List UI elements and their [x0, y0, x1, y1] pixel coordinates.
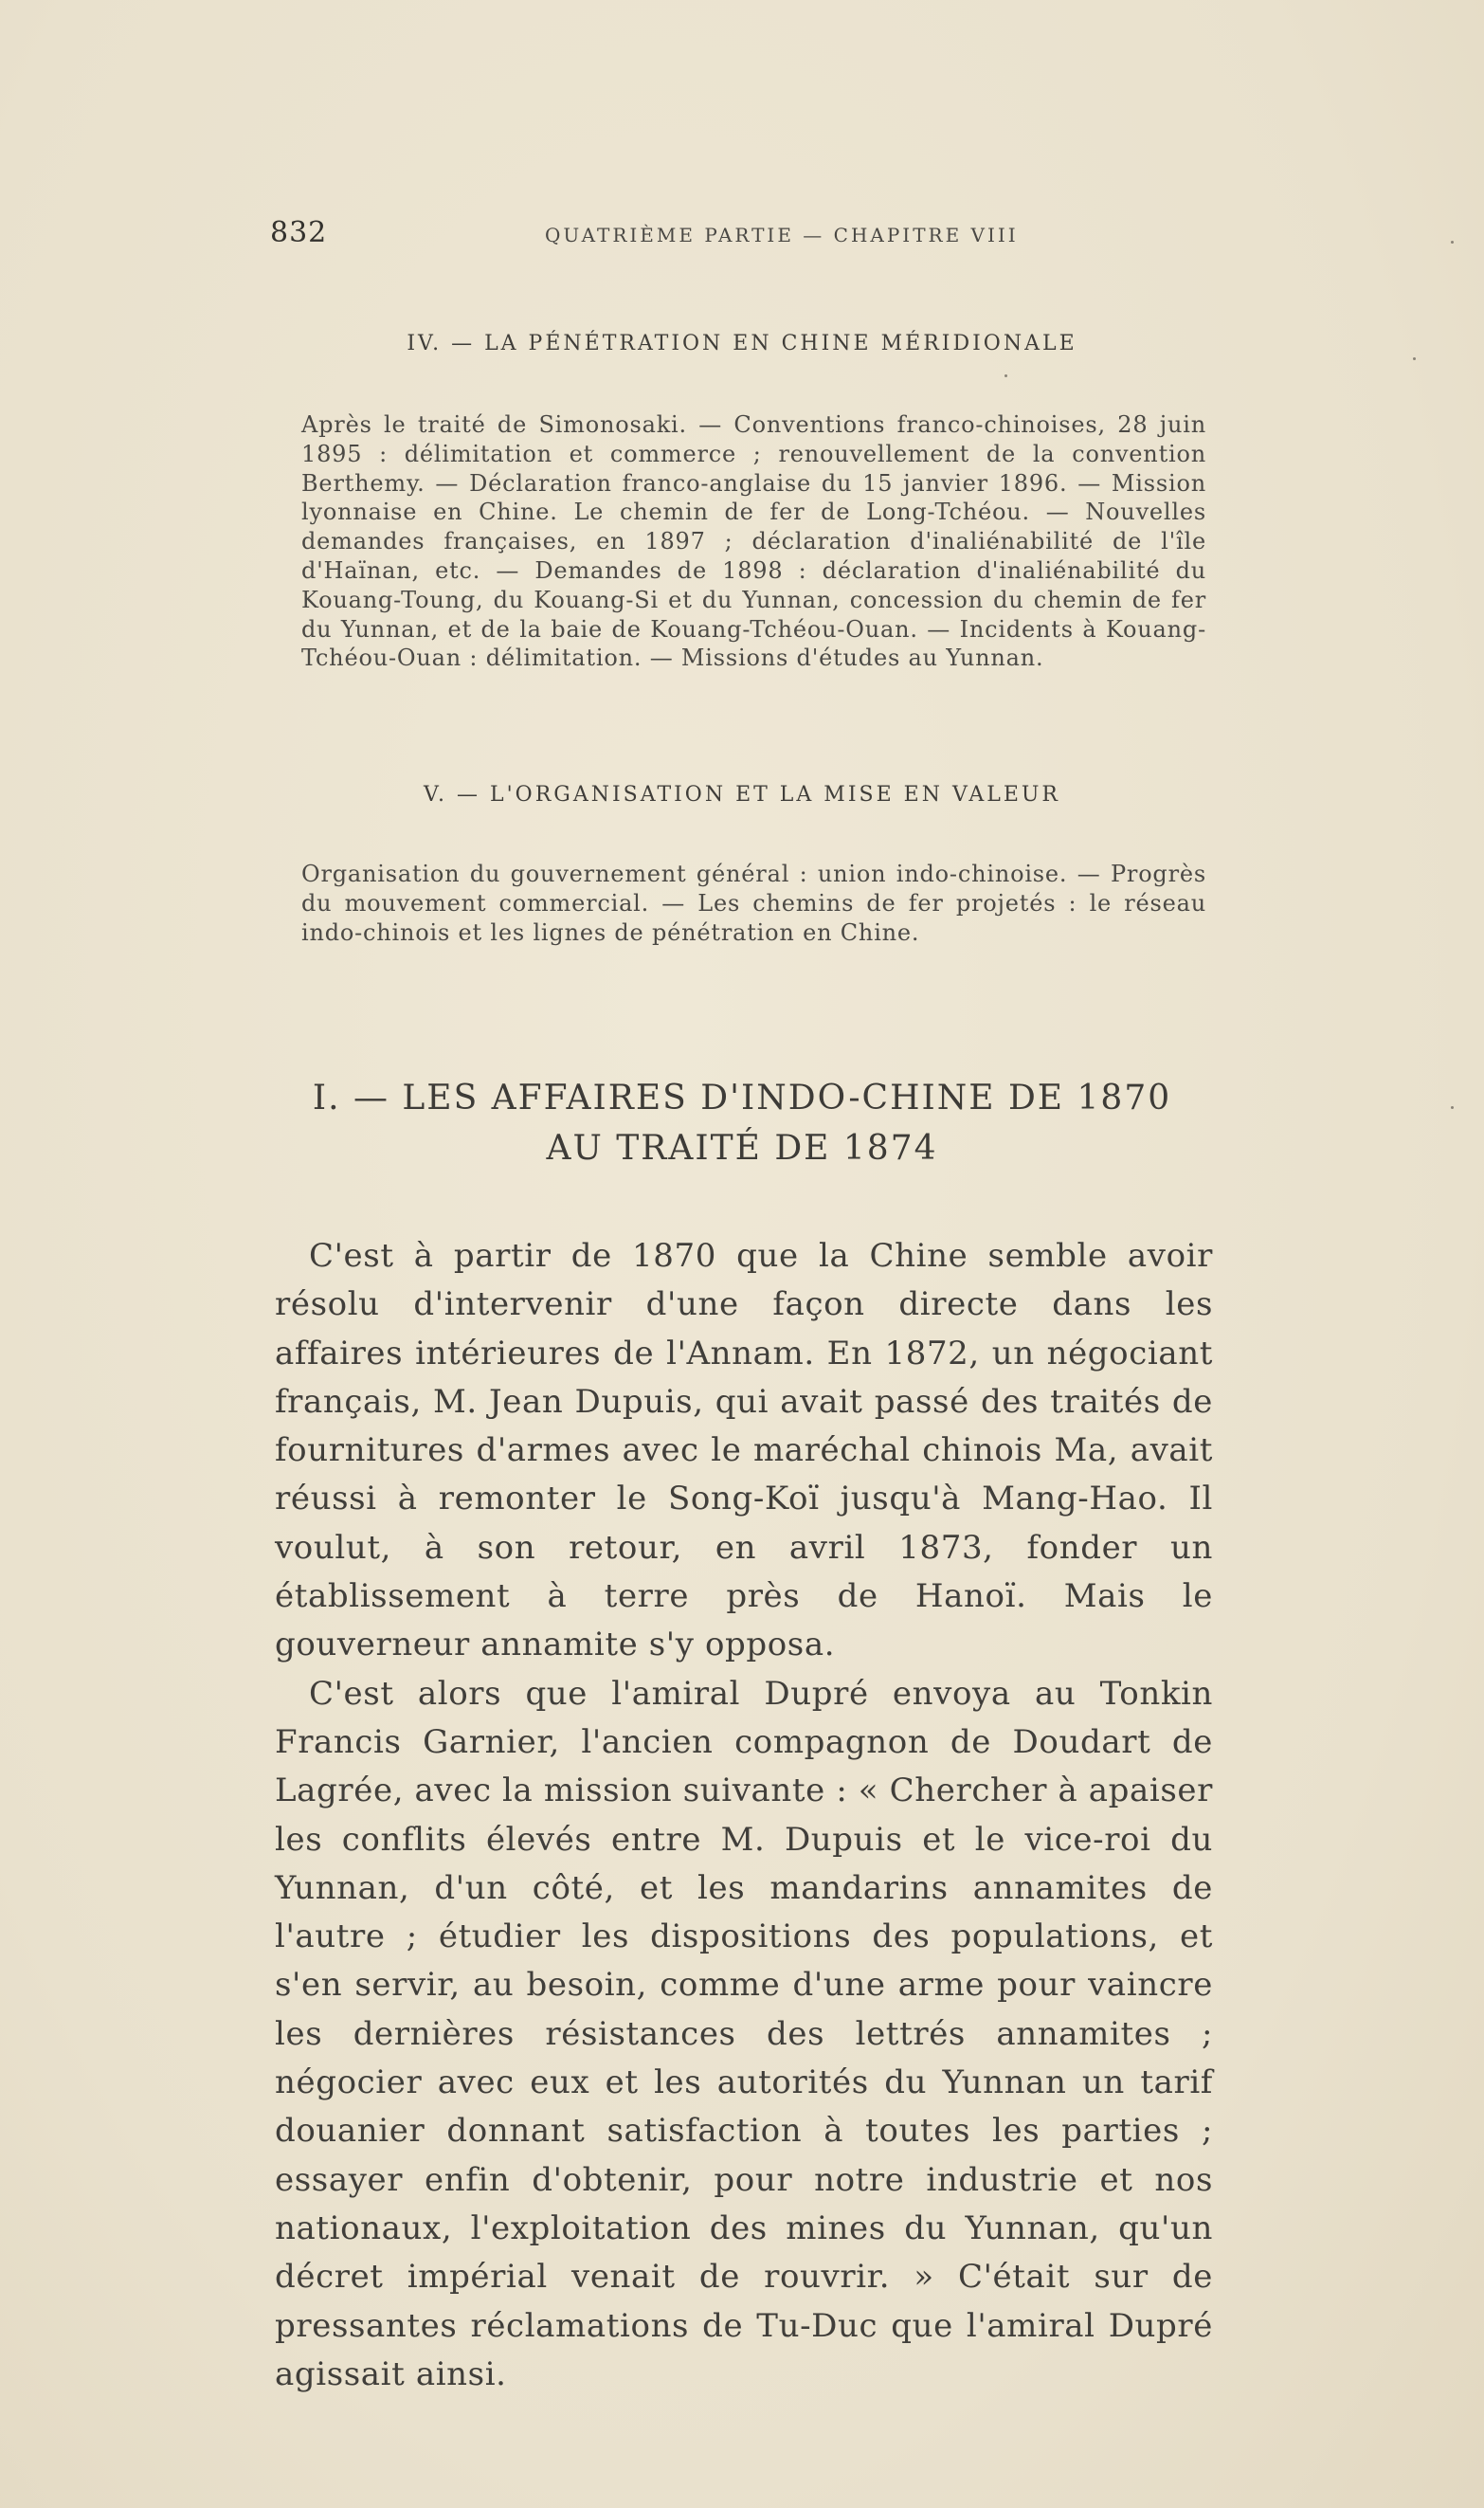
page-number: 832 [270, 216, 328, 249]
section-v-heading-row [0, 783, 1484, 807]
chapter-title-line-2: AU TRAITÉ DE 1874 [546, 1129, 938, 1168]
paper-speck [1451, 1106, 1454, 1109]
body-paragraph-1: C'est à partir de 1870 que la Chine semble avoir résolu d'intervenir d'une façon directe dans les affaires intérieures de l'Annam. En 1872, un négociant français, M. Jean Dupuis, qui avait passé des traités de fournitures d'armes avec le maréchal chinois Ma, avait réussi à remonter le Song-Koï jusqu'à Mang-Hao. Il voulut, à son retour, en avril 1873, fonder un établissement à terre près de Hanoï. Mais le gouverneur annamite s'y opposa. [275, 1237, 1213, 1664]
section-v-summary: Organisation du gouvernement général : union indo-chinoise. — Progrès du mouvement commercial. — Les chemins de fer projetés : le réseau indo-chinois et les lignes de pénétration en Chine. [301, 861, 1206, 946]
section-iv-heading-row [0, 332, 1484, 355]
running-head: QUATRIÈME PARTIE — CHAPITRE VIII [545, 224, 1019, 246]
page-header [270, 216, 1227, 254]
section-iv-heading: IV. — LA PÉNÉTRATION EN CHINE MÉRIDIONALE [407, 332, 1077, 355]
body-paragraph-2: C'est alors que l'amiral Dupré envoya au Tonkin Francis Garnier, l'ancien compagnon de Doudart de Lagrée, avec la mission suivante : « Chercher à apaiser les conflits élevés entre M. Dupuis et le vice-roi du Yunnan, d'un côté, et les mandarins annamites de l'autre ; étudier les dispositions des populations, et s'en servir, au besoin, comme d'une arme pour vaincre les dernières résistances des lettrés annamites ; négocier avec eux et les autorités du Yunnan un tarif douanier donnant satisfaction à toutes les parties ; essayer enfin d'obtenir, pour notre industrie et nos nationaux, l'exploitation des mines du Yunnan, qu'un décret impérial venait de rouvrir. » C'était sur de pressantes réclamations de Tu-Duc que l'amiral Dupré agissait ainsi. [275, 1674, 1213, 2393]
paper-speck [1413, 357, 1416, 360]
section-iv-summary: Après le traité de Simonosaki. — Conventions franco-chinoises, 28 juin 1895 : délimitation et commerce ; renouvellement de la convention Berthemy. — Déclaration franco-anglaise du 15 janvier 1896. — Mission lyonnaise en Chine. Le chemin de fer de Long-Tchéou. — Nouvelles demandes françaises, en 1897 ; déclaration d'inaliénabilité de l'île d'Haïnan, etc. — Demandes de 1898 : déclaration d'inaliénabilité du Kouang-Toung, du Kouang-Si et du Yunnan, concession du chemin de fer du Yunnan, et de la baie de Kouang-Tchéou-Ouan. — Incidents à Kouang-Tchéou-Ouan : délimitation. — Missions d'études au Yunnan. [301, 411, 1206, 672]
paper-speck [1451, 241, 1454, 244]
section-v-heading: V. — L'ORGANISATION ET LA MISE EN VALEUR [424, 783, 1060, 807]
chapter-title [0, 1073, 1484, 1173]
paper-speck [1004, 374, 1007, 377]
chapter-body [275, 1232, 1213, 2399]
chapter-title-line-1: I. — LES AFFAIRES D'INDO-CHINE DE 1870 [312, 1079, 1172, 1118]
